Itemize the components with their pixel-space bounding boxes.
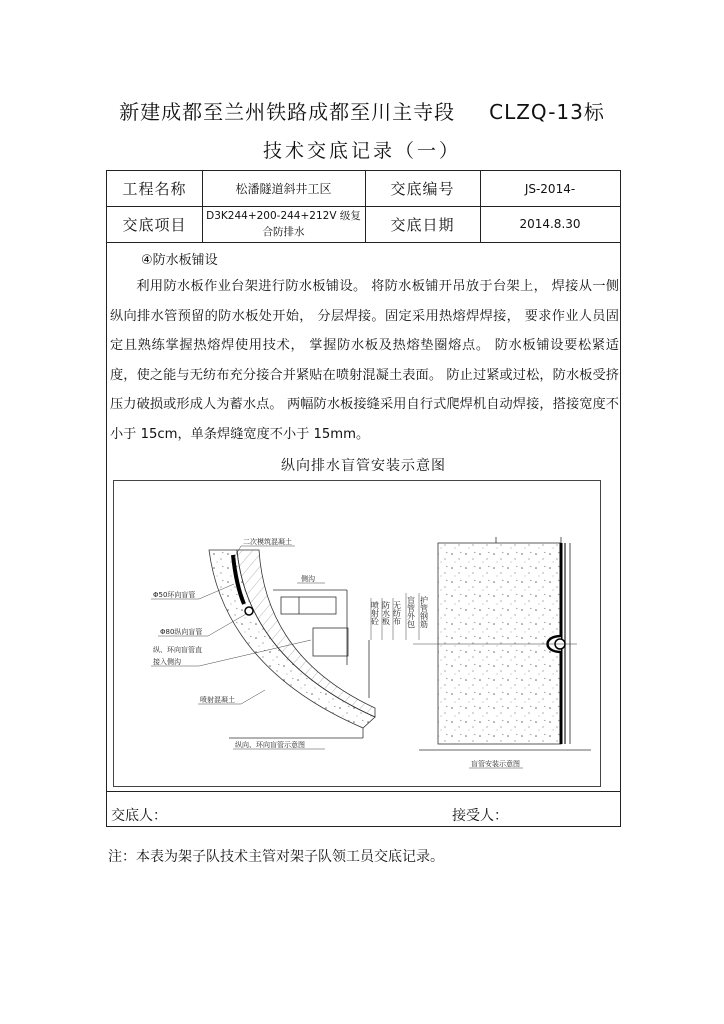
project-name-label: 工程名称 [122, 180, 187, 198]
label-connect-1: 纵、环向盲管直 [153, 646, 202, 654]
section-code: CLZQ-13标 [489, 100, 605, 124]
project-name-value: 松潘隧道斜井工区 [235, 182, 332, 196]
handover-person-label: 交底人： [111, 808, 167, 824]
caption-left: 纵向、环向盲管示意图 [235, 741, 305, 749]
body-text [110, 272, 619, 450]
longitudinal-drain-pipe [245, 607, 253, 615]
concrete-section [438, 543, 561, 744]
layer-label-1: 喷射砼 [370, 601, 380, 625]
layer-label-4: 盲管外包 [406, 596, 416, 628]
row-divider [107, 791, 620, 792]
item-label: 交底项目 [122, 215, 187, 234]
project-title-line [0, 96, 724, 125]
label-long-drain: Φ80纵向盲管 [160, 628, 203, 636]
figure-title: 纵向排水盲管安装示意图 [281, 458, 446, 474]
item-value-line2: 合防排水 [262, 226, 305, 238]
row-divider [107, 242, 620, 243]
left-diagram [151, 537, 375, 749]
date-value: 2014.8.30 [519, 217, 581, 231]
caption-right: 盲管安装示意图 [471, 760, 520, 768]
body-paragraph: 利用防水板作业台架进行防水板铺设。 将防水板铺开吊放于台架上， 焊接从一侧纵向排水管预留的防水板处开始， 分层焊接。固定采用热熔焊焊接， 要求作业人员固定且熟练掌握热熔焊使用技术， 掌握防水板及热熔垫圈熔点。 防水板铺设要松紧适度，使之能与无纺布充分接合并紧贴在喷射混凝土表面。 防止过紧或过松，防水板受挤压力破损或形成人为蓄水点。 两幅防水板接缝采用自行式爬焊机自动焊接，搭接宽度不小于 15cm，单条焊缝宽度不小于 15mm。 [110, 279, 619, 442]
label-secondary-lining: 二次模筑混凝土 [243, 538, 292, 546]
label-shotcrete: 喷射混凝土 [200, 696, 235, 704]
doc-no-value: JS-2014- [524, 181, 576, 196]
right-diagram [413, 537, 591, 768]
layer-label-5: 护管钢筋 [419, 596, 429, 628]
drainage-figure-drawing [113, 480, 601, 787]
label-connect-2: 接入侧沟 [153, 658, 181, 666]
side-ditch [313, 628, 348, 656]
project-title: 新建成都至兰州铁路成都至川主寺段 [119, 100, 456, 124]
section-heading: ④防水板铺设 [141, 253, 218, 268]
layer-labels [371, 593, 429, 640]
label-side-ditch: 侧沟 [301, 575, 315, 583]
document-title: 技术交底记录（一） [262, 140, 461, 162]
label-ring-drain: Φ50环向盲管 [153, 591, 196, 599]
item-value [202, 206, 365, 242]
layer-label-3: 无纺布 [392, 601, 402, 625]
layer-label-2: 防水板 [381, 601, 391, 625]
drainage-figure [113, 480, 601, 787]
disclosure-record-table [106, 170, 621, 827]
footnote: 注：本表为架子队技术主管对架子队领工员交底记录。 [108, 849, 444, 865]
side-ditch-upper [281, 597, 336, 614]
receiver-label: 接受人： [452, 808, 508, 824]
doc-no-label: 交底编号 [390, 180, 455, 198]
item-value-line1: D3K244+200-244+212V 级复 [206, 210, 361, 222]
date-label: 交底日期 [390, 215, 455, 234]
